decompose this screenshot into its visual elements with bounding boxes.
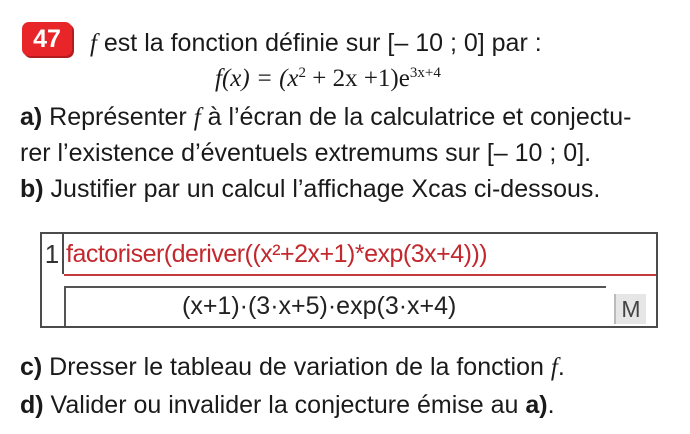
question-d — [20, 390, 555, 420]
formula-mid: + 2x +1)e — [305, 65, 410, 92]
xcas-command-input[interactable]: factoriser(deriver((x²+2x+1)*exp(3x+4))) — [66, 240, 488, 268]
formula-lhs: f(x) = (x — [215, 65, 299, 92]
question-b-text: Justifier par un calcul l’affichage Xcas ci-dessous. — [43, 175, 601, 203]
question-c — [20, 352, 565, 383]
question-d-label: d) — [20, 391, 44, 419]
question-d-ref: a) — [525, 391, 548, 419]
xcas-input-underline — [64, 274, 656, 276]
intro-text: est la fonction définie sur [– 10 ; 0] par : — [96, 29, 542, 57]
xcas-mode-button[interactable]: M — [614, 294, 646, 324]
question-c-f: f — [550, 354, 558, 381]
question-a-text: Représenter — [42, 103, 194, 131]
question-a-text-3: rer l’existence d’éventuels extremums sur [– 10 ; 0]. — [20, 139, 592, 167]
formula-exponent: 3x+4 — [409, 65, 441, 81]
question-d-end: . — [547, 391, 555, 419]
formula-square: 2 — [298, 65, 306, 81]
question-a-line1 — [20, 102, 631, 133]
question-c-end: . — [557, 353, 565, 381]
xcas-cell-number: 1 — [42, 234, 64, 274]
question-a-f: f — [193, 104, 201, 131]
question-c-label: c) — [20, 353, 43, 381]
xcas-output: (x+1)·(3·x+5)·exp(3·x+4) — [182, 292, 457, 320]
question-c-text: Dresser le tableau de variation de la fonction — [42, 353, 551, 381]
question-b-label: b) — [20, 175, 44, 203]
question-d-text: Valider ou invalider la conjecture émise au — [43, 391, 526, 419]
function-name: f — [90, 30, 97, 57]
xcas-screenshot — [40, 232, 658, 328]
question-a-text-2: à l’écran de la calculatrice et conjectu- — [200, 103, 632, 131]
question-a-label: a) — [20, 103, 43, 131]
function-formula — [215, 64, 441, 94]
question-b — [20, 174, 600, 204]
exercise-intro — [90, 28, 542, 59]
exercise-number-badge: 47 — [22, 22, 72, 56]
question-a-line2 — [20, 138, 591, 168]
